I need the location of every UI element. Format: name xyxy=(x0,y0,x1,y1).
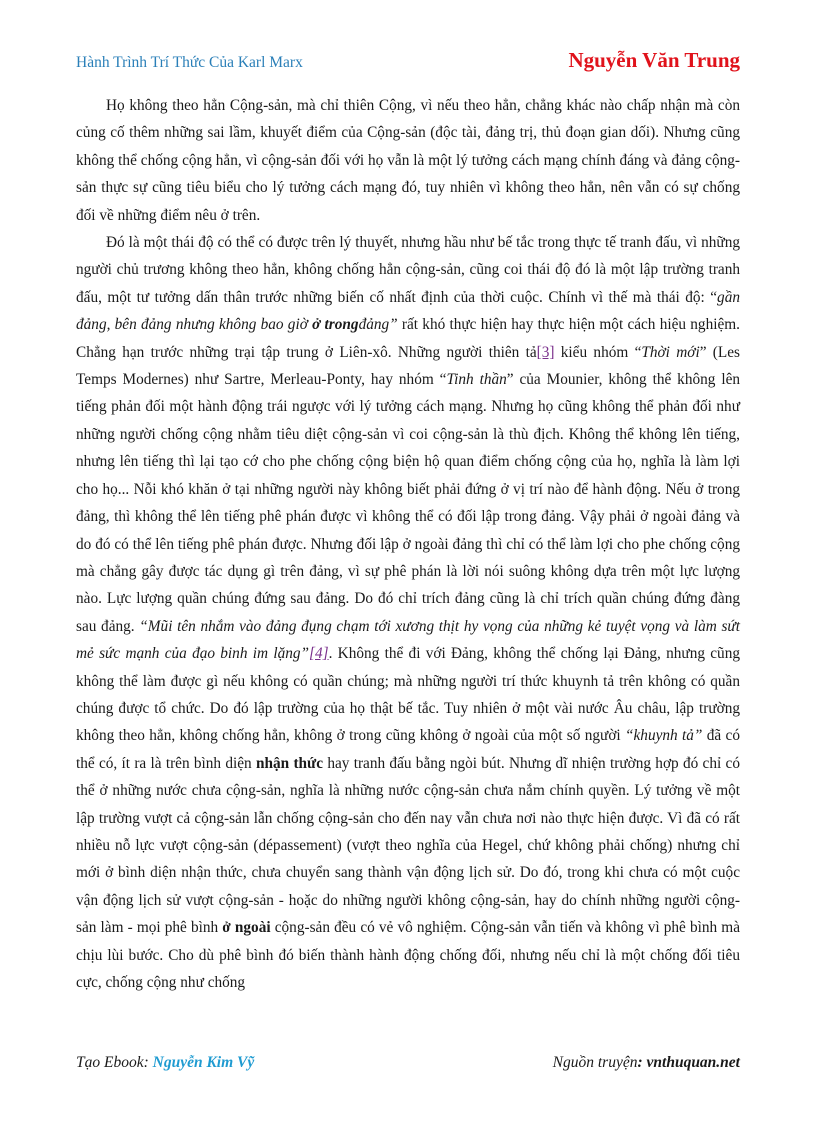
separator: : xyxy=(143,1054,153,1071)
text-span: rất khó thực hiện hay thực hiện một cách hiệu nghiệm. Chẳng hạn trước những trại tập trung ở Liên-xô. Những người thiên tả xyxy=(76,316,740,361)
text-span: kiểu nhóm “ xyxy=(554,343,642,361)
page-body xyxy=(76,92,740,996)
source-credit xyxy=(553,1054,740,1072)
text-span: cộng-sản đều có vẻ vô nghiệm. Cộng-sản vẫn tiến và không vì phê bình mà chịu lùi bước. Cho dù phê bình đó biến thành hành động chống đối, nhưng nếu chỉ là một chống đối tiêu cực, chống cộng như chống xyxy=(76,919,740,991)
paragraph-1: Họ không theo hẳn Cộng-sản, mà chỉ thiên Cộng, vì nếu theo hẳn, chẳng khác nào chấp nhận mà còn củng cố thêm những sai lầm, khuyết điểm của Cộng-sản (độc tài, đảng trị, thủ đoạn gian dối). Nhưng cũng không thể chống cộng hẳn, vì cộng-sản đối với họ vẫn là một lý tưởng cách mạng chính đáng và đảng cộng-sản thực sự cũng tiêu biểu cho lý tưởng cách mạng đó, tuy nhiên vì không theo hẳn, nên vẫn có sự chống đối về những điểm nêu ở trên. xyxy=(76,97,740,224)
paragraph-2 xyxy=(76,229,740,996)
text-span: đảng” xyxy=(358,316,398,334)
bold-text: ở trong xyxy=(312,316,359,334)
source-site: vnthuquan.net xyxy=(646,1054,740,1071)
ebook-label: Tạo Ebook xyxy=(76,1054,144,1071)
ebook-creator: Nguyễn Kim Vỹ xyxy=(152,1054,255,1071)
text-span: ” của Mounier, không thể không lên tiếng phản đối một hành động trái ngược với lý tưởng cách mạng. Nhưng họ cũng không thể phản đối như những người chống cộng nhằm tiêu diệt cộng-sản vì coi cộng-sản là thù địch. Không thể không lên tiếng, nhưng lên tiếng thì lại tạo cớ cho phe chống cộng biện hộ quan điểm chống cộng của họ, nghĩa là làm lợi cho họ... Nỗi khó khăn ở tại những người này không biết phải đứng ở vị trí nào để hành động. Nếu ở trong đảng, thì không thể lên tiếng phê phán được vì không thể có đối lập trong đảng. Vậy phải ở ngoài đảng và do đó có thể lên tiếng phê phán được. Nhưng đối lập ở ngoài đảng thì chỉ có thể làm lợi cho phe chống cộng mà chẳng gây được tác dụng gì trên đảng, vì sự phê phán là lời nói suông không dựa trên một lực lượng nào. Lực lượng quần chúng đứng sau đảng. Do đó chỉ trích đảng cũng là chỉ trích quần chúng đứng đàng sau đảng. xyxy=(76,371,741,635)
text-span: ” (Les Temps Modernes) như Sartre, Merleau-Ponty, hay nhóm “ xyxy=(76,343,740,389)
footnote-text: [4] xyxy=(309,645,329,663)
separator: : xyxy=(637,1054,647,1071)
text-span: hay tranh đấu bằng ngòi bút. Nhưng dĩ nhiện trường hợp đó chỉ có thể ở những nước chưa cộng-sản, nghĩa là những nước cộng-sản chưa nắm chính quyền. Lý tưởng về một lập trường vượt cả cộng-sản lẫn chống cộng-sản cho đến nay vẫn chưa nơi nào thực hiện được. Vì đã có rất nhiều nỗ lực vượt cộng-sản (dépassement) (vượt theo nghĩa của Hegel, chứ không phải chống) nhưng chỉ mới ở bình diện nhận thức, chưa chuyển sang thành vận động lịch sử. Do đó, trong khi chưa có một cuộc vận động lịch sử vượt cộng-sản - hoặc do những người không cộng-sản, hay do chính những người cộng-sản làm - mọi phê bình xyxy=(76,754,740,937)
author-name: Nguyễn Văn Trung xyxy=(568,48,740,72)
ebook-credit xyxy=(76,1054,254,1072)
italic-title: Thời mới xyxy=(641,343,700,361)
text-span: Đó là một thái độ có thể có được trên lý thuyết, nhưng hầu như bế tắc trong thực tế tranh đấu, vì những người chủ trương không theo hẳn, không chống hẳn cộng-sản, cũng coi thái độ đó là một lập trường tranh đấu, một tư tưởng dấn thân trước những biến cố nhất định của thời cuộc. Chính vì thế mà thái độ: “ xyxy=(76,234,740,306)
page-header xyxy=(76,48,740,78)
page-footer xyxy=(76,1054,740,1078)
footnote-link-4[interactable] xyxy=(309,645,329,662)
italic-quote: “Mũi tên nhắm vào đảng đụng chạm tới xương thịt hy vọng của những kẻ tuyệt vọng và làm sứt mẻ sức mạnh của đạo binh im lặng” xyxy=(76,617,741,663)
bold-text: nhận thức xyxy=(256,754,324,772)
source-label: Nguồn truyện xyxy=(552,1054,638,1071)
book-title: Hành Trình Trí Thức Của Karl Marx xyxy=(76,54,303,71)
text-span: đã có thể có, ít ra là trên bình diện xyxy=(76,727,740,772)
italic-title: Tinh thần xyxy=(446,371,507,389)
italic-quote: “khuynh tả” xyxy=(625,727,703,745)
footnote-link-3[interactable]: [3] xyxy=(536,343,555,361)
bold-text: ở ngoài xyxy=(222,919,271,937)
text-span: . Không thể đi với Đảng, không thể chống lại Đảng, nhưng cũng không thể làm được gì nếu không có quần chúng; mà những người trí thức khuynh tả trên không có quần chúng được tổ chức. Do đó lập trường của họ thật bế tắc. Tuy nhiên ở một vài nước Âu châu, lập trường không theo hẳn, không chống hẳn, không ở trong cũng không ở ngoài của một số người xyxy=(76,645,740,745)
text-span: gần đảng, bên đảng nhưng không bao giờ xyxy=(76,288,740,334)
